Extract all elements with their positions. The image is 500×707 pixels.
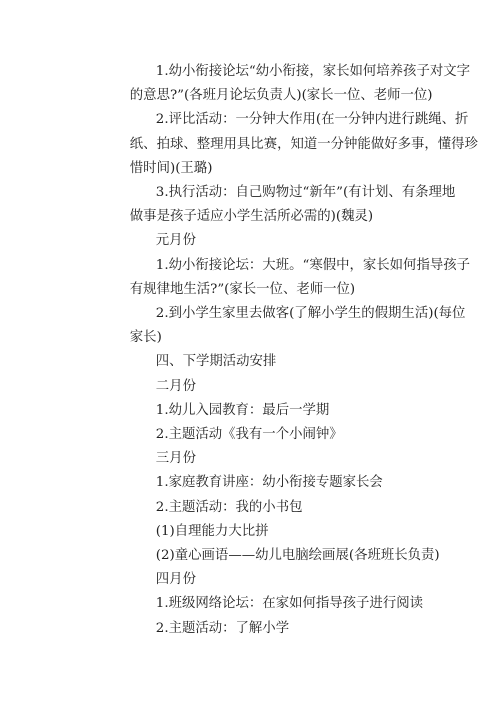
text-line: (1)自理能力大比拼 [155, 523, 269, 539]
month-heading-february [103, 375, 403, 399]
sub-item-self-care-contest [103, 520, 403, 544]
document-body [103, 60, 478, 641]
text-line: 二月份 [155, 378, 196, 394]
list-item-schoolbag-theme [103, 496, 403, 520]
text-line: 3.执行活动：自己购物过“新年”(有计划、有条理地 [155, 185, 456, 201]
text-line: 元月份 [155, 233, 196, 249]
section-heading-next-semester [103, 350, 403, 374]
paragraph-winter-break-forum [103, 254, 471, 302]
sub-item-painting-exhibition [103, 544, 440, 568]
text-line: 纸、拍球、整理用具比赛，知道一分钟能做好多事，懂得珍 [129, 136, 478, 152]
list-item-know-primary-school [103, 617, 403, 641]
text-line: 惜时间)(王璐) [129, 160, 213, 176]
text-line: 1.幼小衔接论坛：大班。“寒假中，家长如何指导孩子 [155, 257, 471, 273]
text-line: 1.幼儿入园教育：最后一学期 [155, 402, 330, 418]
text-line: 2.评比活动：一分钟大作用(在一分钟内进行跳绳、折 [155, 112, 469, 128]
text-line: 四月份 [155, 572, 196, 588]
text-line: 有规律地生活?”(家长一位、老师一位) [129, 281, 356, 297]
text-line: 做事是孩子适应小学生活所必需的)(魏灵) [129, 209, 374, 225]
text-line: 1.家庭教育讲座：幼小衔接专题家长会 [155, 475, 383, 491]
list-item-parent-lecture [103, 471, 403, 495]
text-line: (2)童心画语——幼儿电脑绘画展(各班班长负责) [155, 548, 440, 564]
list-item-reading-forum [103, 592, 423, 616]
text-line: 1.幼小衔接论坛“幼小衔接，家长如何培养孩子对文字 [155, 64, 471, 79]
paragraph-one-minute-contest [103, 108, 478, 181]
text-line: 的意思?”(各班月论坛负责人)(家长一位、老师一位) [129, 88, 433, 104]
text-line: 1.班级网络论坛：在家如何指导孩子进行阅读 [155, 596, 423, 612]
text-line: 家长) [129, 330, 162, 346]
text-line: 2.主题活动《我有一个小闹钟》 [155, 427, 343, 443]
month-heading-january [103, 229, 403, 253]
list-item-enrollment-education [103, 399, 403, 423]
month-heading-march [103, 447, 403, 471]
list-item-alarm-clock-theme [103, 423, 403, 447]
paragraph-forum-literacy [103, 60, 471, 108]
text-line: 四、下学期活动安排 [155, 354, 277, 370]
text-line: 三月份 [155, 451, 196, 467]
text-line: 2.到小学生家里去做客(了解小学生的假期生活)(每位 [155, 306, 466, 322]
text-line: 2.主题活动：我的小书包 [155, 499, 303, 515]
paragraph-visit-student-home [103, 302, 466, 350]
text-line: 2.主题活动：了解小学 [155, 620, 290, 636]
paragraph-shopping-new-year [103, 181, 456, 229]
month-heading-april [103, 568, 403, 592]
